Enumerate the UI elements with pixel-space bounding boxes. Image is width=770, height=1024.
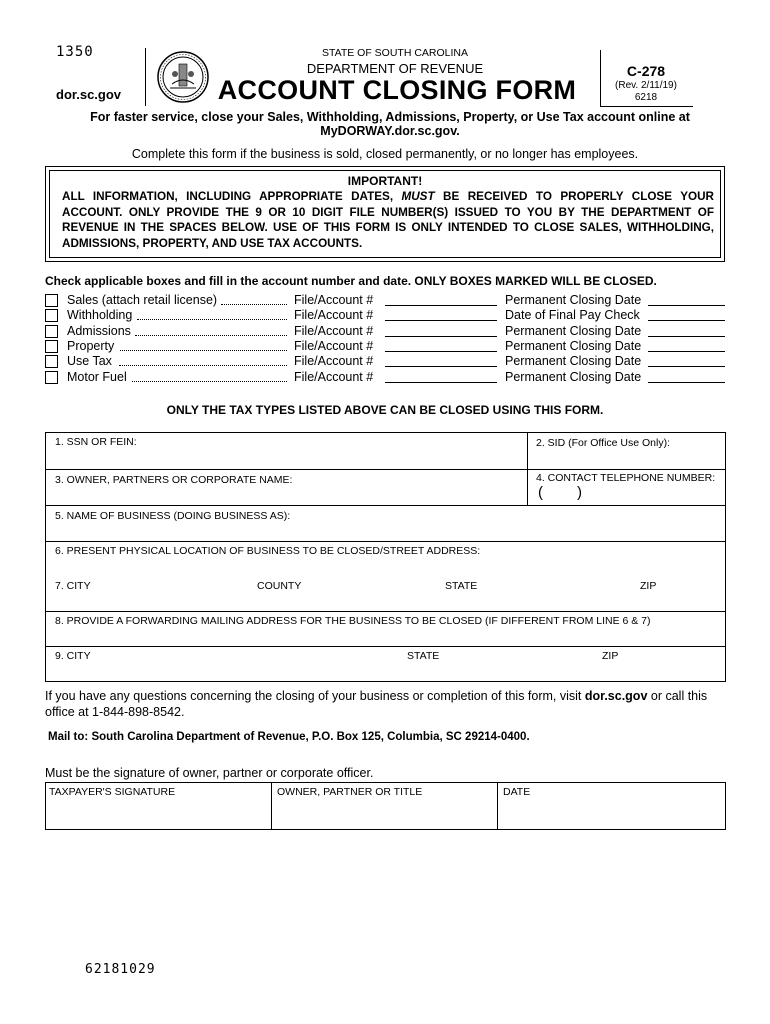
date-field[interactable] (648, 305, 725, 306)
leader-dots (135, 335, 287, 336)
date-label: Permanent Closing Date (505, 293, 642, 307)
account-label: File/Account # (294, 370, 374, 384)
item-label-motor-fuel: Motor Fuel (67, 370, 127, 384)
signature-date-field[interactable]: DATE (503, 786, 531, 798)
mail-to-address: Mail to: South Carolina Department of Revenue, P.O. Box 125, Columbia, SC 29214-0400. (48, 731, 530, 743)
date-label: Permanent Closing Date (505, 339, 642, 353)
grid-rule (45, 505, 726, 506)
item-label-admissions: Admissions (67, 324, 131, 338)
date-field[interactable] (648, 366, 725, 367)
account-label: File/Account # (294, 293, 374, 307)
website-label: dor.sc.gov (56, 87, 122, 102)
account-label: File/Account # (294, 308, 374, 322)
date-label: Date of Final Pay Check (505, 308, 640, 322)
phone-paren-close: ) (577, 484, 582, 501)
form-title: ACCOUNT CLOSING FORM (217, 75, 577, 105)
contact-text: If you have any questions concerning the closing of your business or completion of this form, visit dor.sc.gov or call this office at 1-844-898-8542. (45, 689, 708, 719)
leader-dots (132, 381, 287, 382)
checkbox-admissions[interactable] (45, 325, 58, 338)
forwarding-address-field[interactable]: 8. PROVIDE A FORWARDING MAILING ADDRESS FOR THE BUSINESS TO BE CLOSED (IF DIFFERENT FROM LINE 6 & 7) (55, 615, 651, 627)
forwarding-zip-field[interactable]: ZIP (602, 650, 619, 662)
leader-dots (120, 350, 287, 351)
business-name-field[interactable]: 5. NAME OF BUSINESS (DOING BUSINESS AS): (55, 510, 291, 522)
state-label: STATE OF SOUTH CAROLINA (321, 47, 469, 59)
state-field[interactable]: STATE (445, 580, 478, 592)
grid-divider (527, 432, 528, 505)
account-label: File/Account # (294, 324, 374, 338)
instruction-text: Complete this form if the business is sold, closed permanently, or no longer has employees. (131, 147, 639, 161)
owner-title-field[interactable]: OWNER, PARTNER OR TITLE (277, 786, 423, 798)
checkbox-sales[interactable] (45, 294, 58, 307)
seal-icon (156, 50, 210, 104)
item-label-property: Property (67, 339, 115, 353)
grid-rule (45, 541, 726, 542)
grid-rule (45, 469, 726, 470)
item-label-sales: Sales (attach retail license) (67, 293, 218, 307)
forwarding-city-field[interactable]: 9. CITY (55, 650, 91, 662)
phone-paren-open: ( (538, 484, 543, 501)
item-label-withholding: Withholding (67, 308, 133, 322)
ssn-field[interactable]: 1. SSN OR FEIN: (55, 436, 137, 448)
grid-rule (45, 646, 726, 647)
form-number: C-278 (626, 63, 666, 79)
item-label-use-tax: Use Tax (67, 354, 112, 368)
department-label: DEPARTMENT OF REVENUE (306, 61, 484, 76)
grid-rule (45, 611, 726, 612)
date-label: Permanent Closing Date (505, 324, 642, 338)
checkbox-property[interactable] (45, 340, 58, 353)
forwarding-state-field[interactable]: STATE (407, 650, 440, 662)
account-number-field[interactable] (385, 366, 497, 367)
location-field[interactable]: 6. PRESENT PHYSICAL LOCATION OF BUSINESS TO BE CLOSED/STREET ADDRESS: (55, 545, 481, 557)
leader-dots (119, 365, 287, 366)
important-heading: IMPORTANT! (347, 174, 423, 188)
important-text: ALL INFORMATION, INCLUDING APPROPRIATE DATES, MUST BE RECEIVED TO PROPERLY CLOSE YOUR ACCOUNT. ONLY PROVIDE THE 9 OR 10 DIGIT FILE NUMBER(S) ISSUED TO YOU BY THE DEPARTMENT OF REVENUE IN THE SPACES BELOW. USE OF THIS FORM IS ONLY INTENDED TO CLOSE SALES, WITHHOLDING, ADMISSIONS, PROPERTY, AND USE TAX ACCOUNTS. (62, 190, 715, 250)
account-number-field[interactable] (385, 351, 497, 352)
date-label: Permanent Closing Date (505, 354, 642, 368)
account-label: File/Account # (294, 339, 374, 353)
account-number-field[interactable] (385, 320, 497, 321)
barcode-number: 62181029 (85, 962, 156, 977)
zip-field[interactable]: ZIP (640, 580, 657, 592)
checkbox-motor-fuel[interactable] (45, 371, 58, 384)
city-field[interactable]: 7. CITY (55, 580, 91, 592)
taxpayer-signature-field[interactable]: TAXPAYER'S SIGNATURE (49, 786, 176, 798)
form-code-handwritten: 1350 (56, 44, 94, 60)
account-number-field[interactable] (385, 305, 497, 306)
form-revision: (Rev. 2/11/19) (615, 80, 677, 91)
phone-field[interactable]: 4. CONTACT TELEPHONE NUMBER: (536, 472, 716, 484)
online-notice: For faster service, close your Sales, Withholding, Admissions, Property, or Use Tax account online at MyDORWAY.dor.sc.gov. (90, 110, 690, 138)
checkbox-use-tax[interactable] (45, 355, 58, 368)
checkbox-withholding[interactable] (45, 309, 58, 322)
county-field[interactable]: COUNTY (257, 580, 302, 592)
header-divider-left (145, 48, 146, 106)
account-label: File/Account # (294, 354, 374, 368)
grid-divider (271, 782, 272, 830)
date-field[interactable] (648, 336, 725, 337)
date-field[interactable] (648, 382, 725, 383)
sid-field[interactable]: 2. SID (For Office Use Only): (536, 437, 671, 449)
account-number-field[interactable] (385, 382, 497, 383)
date-field[interactable] (648, 351, 725, 352)
checklist-footer: ONLY THE TAX TYPES LISTED ABOVE CAN BE CLOSED USING THIS FORM. (166, 403, 604, 417)
checklist-heading: Check applicable boxes and fill in the account number and date. ONLY BOXES MARKED WILL BE CLOSED. (45, 274, 657, 288)
signature-note: Must be the signature of owner, partner or corporate officer. (45, 766, 374, 780)
owner-name-field[interactable]: 3. OWNER, PARTNERS OR CORPORATE NAME: (55, 474, 293, 486)
date-field[interactable] (648, 320, 725, 321)
leader-dots (221, 304, 287, 305)
form-id: 6218 (634, 92, 658, 103)
grid-divider (497, 782, 498, 830)
account-number-field[interactable] (385, 336, 497, 337)
date-label: Permanent Closing Date (505, 370, 642, 384)
leader-dots (137, 319, 287, 320)
